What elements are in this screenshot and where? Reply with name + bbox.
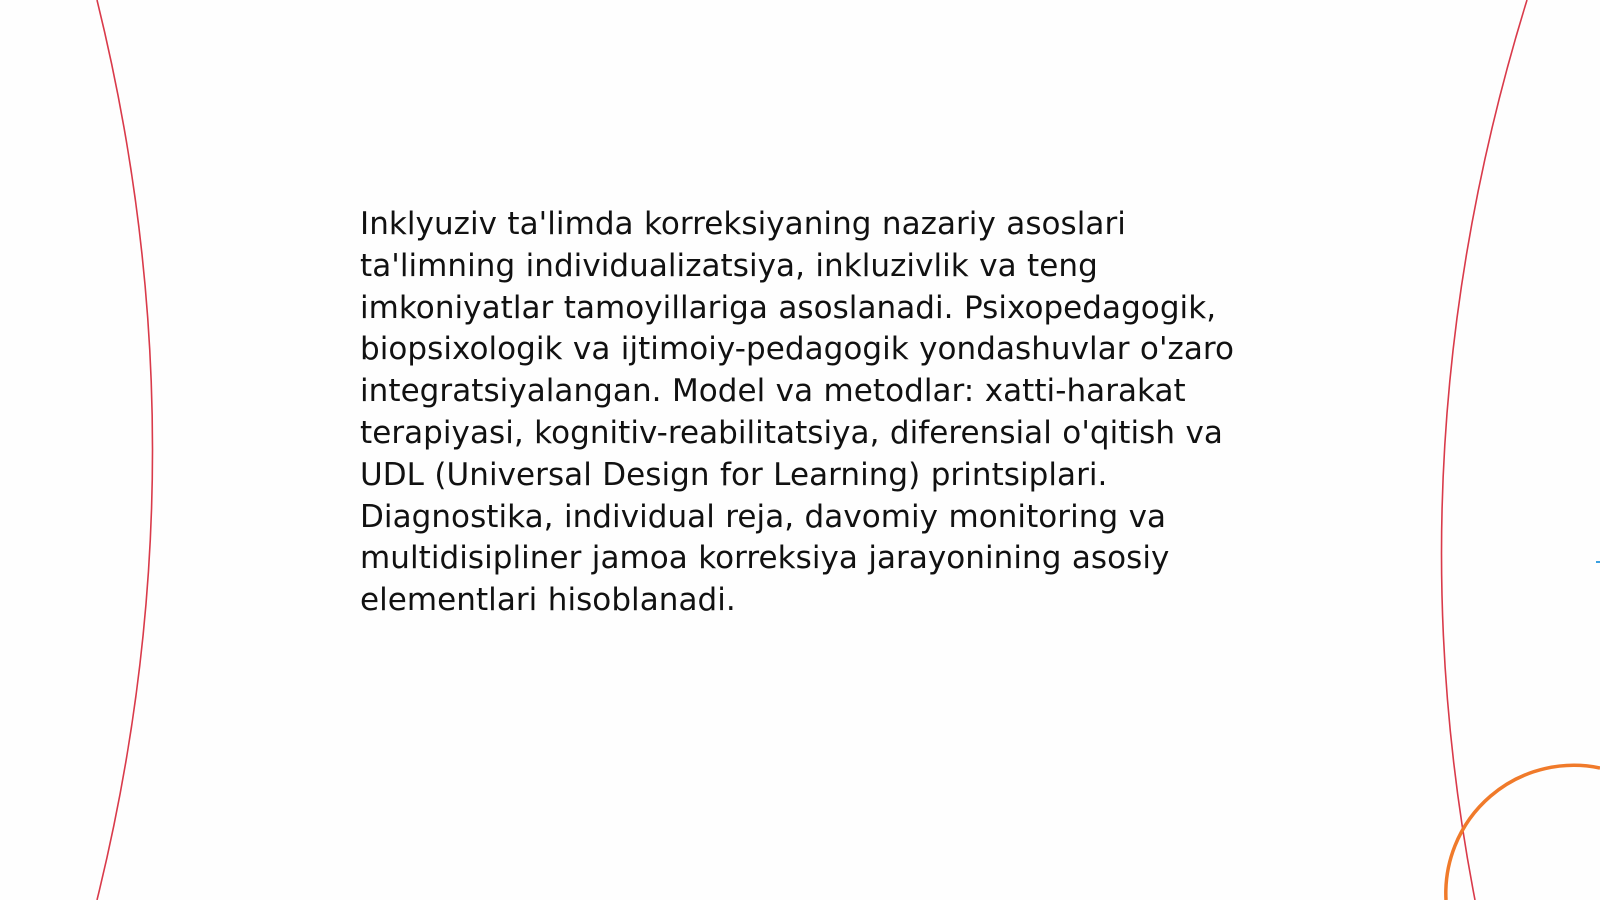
orange-arc [1446, 765, 1600, 900]
right-red-curve [1442, 0, 1527, 900]
left-red-curve [97, 0, 153, 900]
slide-body-text: Inklyuziv ta'limda korreksiyaning nazariy asoslari ta'limning individualizatsiya, inkluzivlik va teng imkoniyatlar tamoyillariga asoslanadi. Psixopedagogik, biopsixologik va ijtimoiy-pedagogik yondashuvlar o'zaro integratsiyalangan. Model va metodlar: xatti-harakat terapiyasi, kognitiv-reabilitatsiya, diferensial o'qitish va UDL (Universal Design for Learning) printsiplari. Diagnostika, individual reja, davomiy monitoring va multidisipliner jamoa korreksiya jarayonining asosiy elementlari hisoblanadi. [360, 206, 1235, 619]
